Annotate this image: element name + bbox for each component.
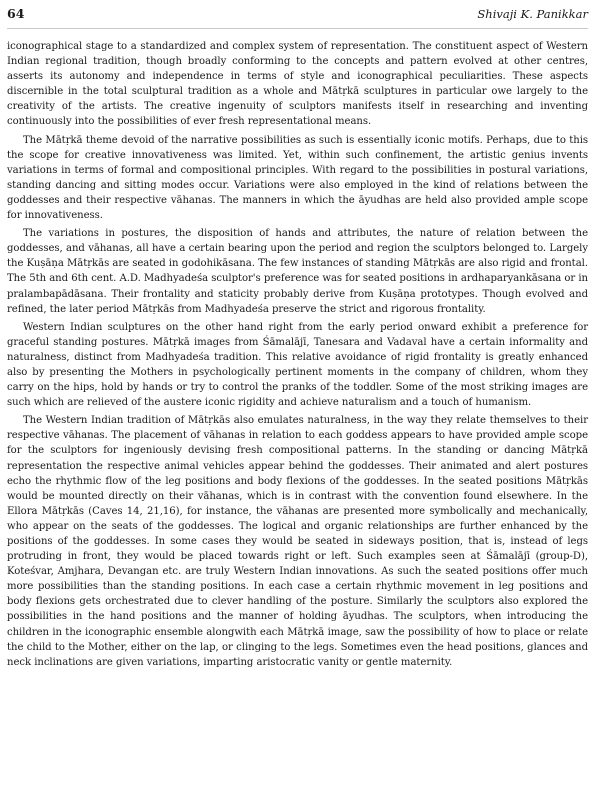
running-head-author: Shivaji K. Panikkar — [477, 7, 588, 21]
paragraph-1: iconographical stage to a standardized and complex system of representation. The constituent aspect of Western Indian regional tradition, though broadly conforming to the concepts and pattern evolved at other centres, asserts its autonomy and independence in terms of style and iconographical peculiarities. These aspects discernible in the total sculptural tradition as a whole and Mātṛkā sculptures in particular owe largely to the creativity of the artists. The creative ingenuity of sculptors manifests itself in researching and inventing continuously into the possibilities of ever fresh representational means. — [7, 41, 588, 128]
page-header — [7, 6, 588, 29]
paragraph-4: Western Indian sculptures on the other hand right from the early period onward exhibit a preference for graceful standing postures. Mātṛkā images from Śāmalājī, Tanesara and Vadaval have a certain informality and naturalness, distinct from Madhyadeśa tradition. This relative avoidance of rigid frontality is greatly enhanced also by presenting the Mothers in psychologically pertinent moments in the company of children, whom they carry on the hips, hold by hands or try to control the pranks of the toddler. Some of the most striking images are such which are relieved of the austere iconic rigidity and achieve naturalism and a touch of humanism. — [7, 321, 588, 409]
paragraph-2: The Mātṛkā theme devoid of the narrative possibilities as such is essentially iconic motifs. Perhaps, due to this the scope for creative innovativeness was limited. Yet, within such confinement, the artistic genius invents variations in terms of formal and compositional principles. With regard to the possibilities in postural variations, standing dancing and sitting modes occur. Variations were also employed in the kind of relations between the goddesses and their respective vāhanas. The manners in which the āyudhas are held also provided ample scope for innovativeness. — [7, 134, 588, 222]
paragraph-5: The Western Indian tradition of Mātṛkās also emulates naturalness, in the way they relate themselves to their respective vāhanas. The placement of vāhanas in relation to each goddess appears to have provided ample scope for the sculptors for ingeniously devising fresh compositional patterns. In the standing or dancing Mātṛkā representation the respective animal vehicles appear behind the goddesses. Their animated and alert postures echo the rhythmic flow of the leg positions and body flexions of the goddesses. In the seated positions Mātṛkās would be mounted directly on their vāhanas, which is in contrast with the convention found elsewhere. In the Ellora Mātṛkās (Caves 14, 21,16), for instance, the vāhanas are presented more symbolically and mechanically, who appear on the seats of the goddesses. The logical and organic relationships are further enhanced by the positions of the goddesses. In some cases they would be seated in sideways position, that is, instead of legs protruding in front, they would be placed towards right or left. Such examples seen at Śāmalājī (group-D), Koteśvar, Amjhara, Devangan etc. are truly Western Indian innovations. As such the seated positions offer much more possibilities than the standing positions. In each case a certain rhythmic movement in leg positions and body flexions gets orchestrated due to clever handling of the posture. Similarly the sculptors also explored the possibilities in the hand positions and the manner of holding āyudhas. The sculptors, when introducing the children in the iconographic ensemble alongwith each Mātṛkā image, saw the possibility of how to place or relate the child to the Mother, either on the lap, or clinging to the legs. Sometimes even the head positions, glances and neck inclinations are given variations, imparting aristocratic vanity or gentle maternity. — [7, 415, 588, 668]
body-text — [7, 39, 588, 670]
page-number: 64 — [7, 6, 25, 21]
paragraph-3: The variations in postures, the disposition of hands and attributes, the nature of relation between the goddesses, and vāhanas, all have a certain bearing upon the period and region the sculptors belonged to. Largely the Kuṣāṇa Mātṛkās are seated in godohikāsana. The few instances of standing Mātṛkās are also rigid and frontal. The 5th and 6th cent. A.D. Madhyadeśa sculptor's preference was for seated positions in ardhaparyankāsana or in pralambapādāsana. Their frontality and staticity probably derive from Kuṣāṇa prototypes. Though evolved and refined, the later period Mātṛkās from Madhyadeśa preserve the strict and rigorous frontality. — [7, 228, 588, 315]
